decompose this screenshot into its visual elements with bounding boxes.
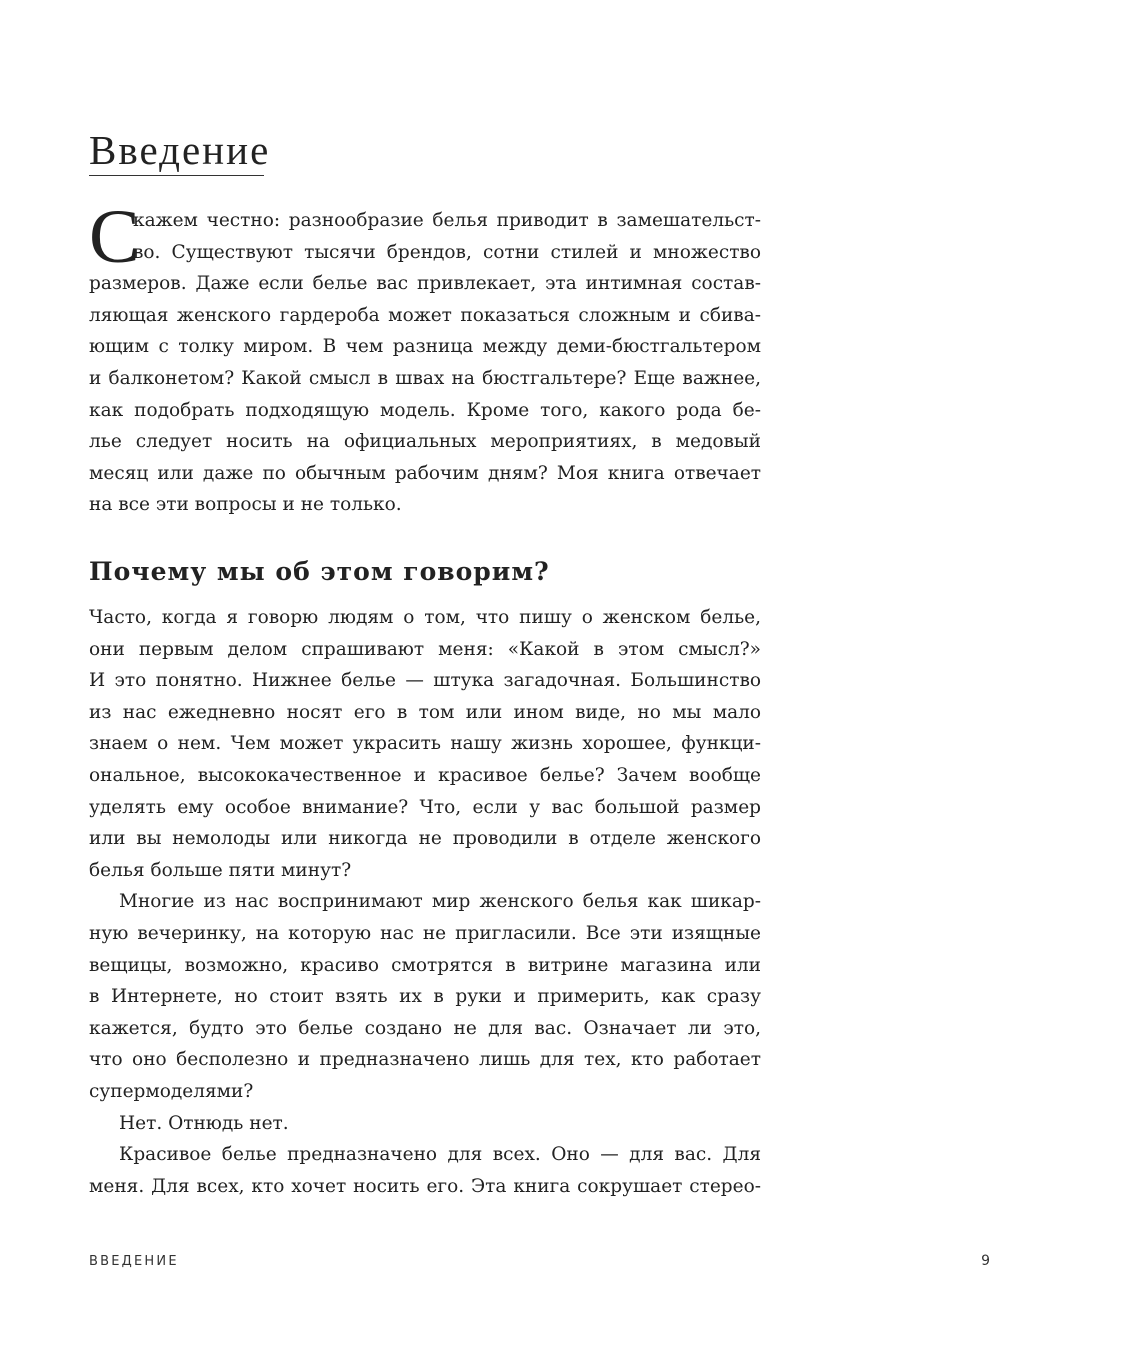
text-line: кажем честно: разнообразие белья приводит в замешательст- — [133, 210, 761, 231]
text-line: во. Существуют тысячи брендов, сотни стилей и множество — [133, 241, 761, 263]
text-line: из нас ежедневно носят его в том или ином виде, но мы мало — [89, 701, 761, 723]
title-underline — [89, 175, 264, 176]
text-line: ную вечеринку, на которую нас не пригласили. Все эти изящные — [89, 922, 761, 944]
text-line: супермоделями? — [89, 1080, 254, 1102]
page-number: 9 — [981, 1253, 990, 1269]
text-line: ляющая женского гардероба может показаться сложным и сбива- — [89, 304, 761, 326]
text-line: вещицы, возможно, красиво смотрятся в витрине магазина или — [89, 954, 761, 976]
text-line: как подобрать подходящую модель. Кроме того, какого рода бе- — [89, 399, 761, 421]
text-line: они первым делом спрашивают меня: «Какой в этом смысл?» — [89, 638, 761, 660]
text-line: месяц или даже по обычным рабочим дням? Моя книга отвечает — [89, 462, 761, 484]
text-line: в Интернете, но стоит взять их в руки и примерить, как сразу — [89, 986, 761, 1008]
running-head: ВВЕДЕНИЕ — [89, 1254, 179, 1269]
text-line: на все эти вопросы и не только. — [89, 494, 402, 516]
text-line: или вы немолоды или никогда не проводили в отделе женского — [89, 828, 761, 850]
text-line: меня. Для всех, кто хочет носить его. Эта книга сокрушает стерео- — [89, 1175, 761, 1197]
drop-cap: С — [89, 195, 140, 279]
text-line: белья больше пяти минут? — [89, 859, 352, 881]
chapter-title: Введение — [89, 127, 271, 173]
text-line: Многие из нас воспринимают мир женского белья как шикар- — [119, 891, 761, 913]
intro-paragraph — [89, 205, 761, 521]
text-line: Красивое белье предназначено для всех. Оно — для вас. Для — [119, 1144, 761, 1166]
text-line: Нет. Отнюдь нет. — [119, 1112, 289, 1134]
text-line: размеров. Даже если белье вас привлекает, эта интимная состав- — [89, 273, 761, 295]
text-line: знаем о нем. Чем может украсить нашу жизнь хорошее, функци- — [89, 733, 761, 755]
text-line: что оно бесполезно и предназначено лишь для тех, кто работает — [89, 1049, 761, 1071]
text-line: ональное, высококачественное и красивое белье? Зачем вообще — [89, 764, 761, 786]
text-line: уделять ему особое внимание? Что, если у вас большой размер — [89, 796, 761, 818]
text-line: И это понятно. Нижнее белье — штука загадочная. Большинство — [89, 670, 761, 692]
section-heading: Почему мы об этом говорим? — [89, 557, 550, 586]
text-line: и балконетом? Какой смысл в швах на бюстгальтере? Еще важнее, — [89, 367, 761, 389]
text-line: ющим с толку миром. В чем разница между деми-бюстгальтером — [89, 336, 761, 358]
section-body — [89, 602, 761, 1202]
text-line: лье следует носить на официальных мероприятиях, в медовый — [89, 431, 761, 453]
text-line: Часто, когда я говорю людям о том, что пишу о женском белье, — [89, 607, 761, 628]
text-line: кажется, будто это белье создано не для вас. Означает ли это, — [89, 1017, 761, 1039]
